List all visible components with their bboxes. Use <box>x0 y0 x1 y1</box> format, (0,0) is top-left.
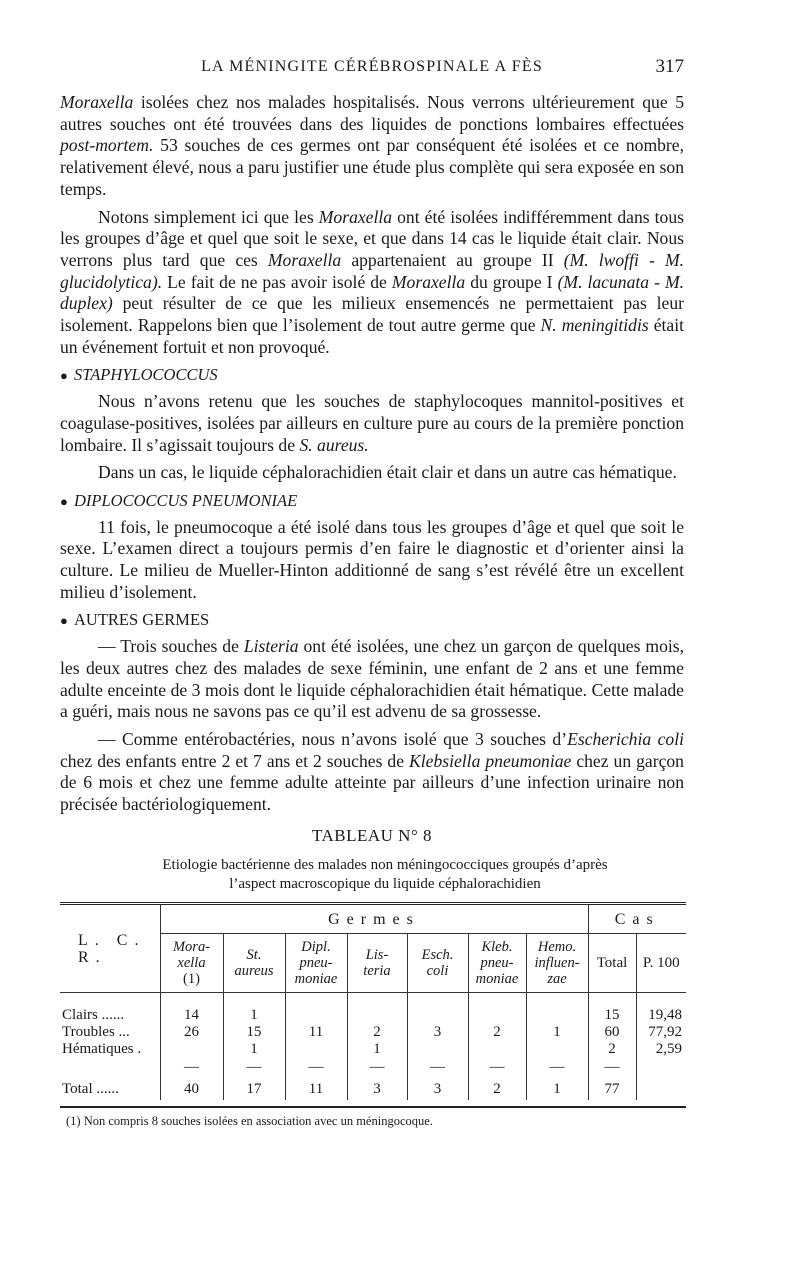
text-run: Notons simplement ici que les <box>98 206 319 227</box>
col-label: pneu- <box>480 955 514 971</box>
col-label: zae <box>547 971 567 987</box>
col-label: St. <box>246 947 262 963</box>
cell <box>407 993 468 1025</box>
taxon-group-ii: (M. lwoffi - M. glucidolytica). <box>60 249 684 292</box>
text-run: — Trois souches de <box>98 636 244 657</box>
col-label: pneu- <box>299 955 333 971</box>
text-run: ont été isolées indifféremment dans tous les groupes d’âge et quel que soit le sexe, et que dans 14 cas le liquide était clair. Nous verrons plus tard que ces <box>60 206 684 270</box>
taxon-s-aureus: S. aureus. <box>299 434 369 455</box>
taxon-moraxella: Moraxella <box>267 249 342 270</box>
cell <box>468 993 526 1025</box>
bullet-icon: ● <box>60 613 68 629</box>
dash-cell: — <box>285 1058 347 1076</box>
table-footnote: (1) Non compris 8 souches isolées en association avec un méningocoque. <box>66 1114 433 1128</box>
dash-cell: — <box>407 1058 468 1076</box>
col-label: Hemo. <box>537 939 577 955</box>
row-label: Total ...... <box>62 1080 119 1097</box>
latin-term: post-mortem. <box>60 135 154 156</box>
col-staph <box>223 934 285 993</box>
col-label: moniae <box>475 971 519 987</box>
dash-cell: — <box>223 1058 285 1076</box>
col-total: Total <box>588 934 636 993</box>
cell: 77,92 <box>636 1024 686 1041</box>
section-heading-autres-germes <box>60 609 684 632</box>
dash-cell: — <box>526 1058 588 1076</box>
lcr-header: L. C. R. <box>60 905 160 993</box>
cell: 19,48 <box>636 993 686 1025</box>
taxon-moraxella: Moraxella <box>318 206 393 227</box>
col-kleb <box>468 934 526 993</box>
cell <box>407 1041 468 1058</box>
cell: 14 <box>160 993 223 1025</box>
row-label: Hématiques . <box>62 1041 142 1057</box>
col-esch <box>407 934 468 993</box>
col-hemo <box>526 934 588 993</box>
text-run: — Comme entérobactéries, nous n’avons isolé que 3 souches d’ <box>98 728 568 749</box>
dash-cell: — <box>347 1058 407 1076</box>
text-run: isolées chez nos malades hospitalisés. Nous verrons ultérieurement que 5 autres souches ont été trouvées dans des liquides de ponctions lombaires effectuées <box>60 92 684 134</box>
table-row <box>60 1024 686 1041</box>
dash-cell: — <box>588 1058 636 1076</box>
paragraph-3 <box>60 391 684 456</box>
text-run: était un événement fortuit et non provoqué. <box>60 315 684 357</box>
cell: 15 <box>588 993 636 1025</box>
cell: 3 <box>407 1076 468 1100</box>
total-row <box>60 1076 686 1100</box>
col-label: Kleb. <box>481 939 513 955</box>
caption-line-1: Etiologie bactérienne des malades non méningococciques groupés d’après <box>162 857 608 873</box>
paragraph-5: 11 fois, le pneumocoque a été isolé dans tous les groupes d’âge et quel que soit le sexe. L’examen direct a toujours permis d’en faire le diagnostic et d’orienter ainsi la culture. Le milieu de Mueller-Hinton additionné de sang s’est révélé être un excellent milieu d’isolement. <box>60 516 684 602</box>
cell: 1 <box>526 1024 588 1041</box>
col-label: Esch. <box>421 947 454 963</box>
cell: 3 <box>347 1076 407 1100</box>
cell: 1 <box>347 1041 407 1058</box>
paragraph-2 <box>60 207 684 359</box>
cell <box>526 1041 588 1058</box>
taxon-escherichia-coli: Escherichia coli <box>567 728 684 749</box>
col-label: influen- <box>534 955 580 971</box>
section-title: AUTRES GERMES <box>74 610 210 630</box>
cell <box>347 993 407 1025</box>
cell: 1 <box>223 1041 285 1058</box>
col-moraxella <box>160 934 223 993</box>
section-title: STAPHYLOCOCCUS <box>74 365 218 385</box>
paragraph-6 <box>60 636 684 723</box>
col-label: aureus <box>234 963 274 979</box>
cas-header: Cas <box>588 905 686 934</box>
col-label: Dipl. <box>301 939 331 955</box>
cell: 11 <box>285 1024 347 1041</box>
text-run: 53 souches de ces germes ont par conséquent été isolées et ce nombre, relativement élevé, nous a paru justifier une étude plus complète qui sera exposée en son temps. <box>60 135 684 199</box>
table-bottom-rule <box>60 1100 686 1107</box>
text-run: Le fait de ne pas avoir isolé de <box>162 271 392 292</box>
taxon-klebsiella: Klebsiella pneumoniae <box>409 750 572 771</box>
section-heading-diplococcus <box>60 490 684 513</box>
cell: 77 <box>588 1076 636 1100</box>
taxon-moraxella: Moraxella <box>60 92 134 112</box>
row-label: Troubles ... <box>62 1024 130 1040</box>
col-dipl <box>285 934 347 993</box>
col-label: coli <box>426 963 449 979</box>
cell: 40 <box>160 1076 223 1100</box>
col-label: Mora- <box>172 939 211 955</box>
table-caption <box>100 856 670 894</box>
section-title: DIPLOCOCCUS PNEUMONIAE <box>74 490 298 510</box>
text-run: peut résulter de ce que les milieux ensemencés ne permettaient pas leur isolement. Rappelons bien que l’isolement de tout autre germe que <box>60 293 684 336</box>
text-run: chez un garçon de 6 mois et chez une femme adulte atteinte par ailleurs d’une infection urinaire non précisée bactériologiquement. <box>60 750 684 815</box>
col-label: xella <box>177 955 206 971</box>
dash-cell <box>636 1058 686 1076</box>
col-p100: P. 100 <box>636 934 686 993</box>
row-label: Clairs ...... <box>62 1007 125 1023</box>
text-run: chez des enfants entre 2 et 7 ans et 2 souches de <box>60 750 410 771</box>
table-title: TABLEAU N° 8 <box>311 826 433 845</box>
etiology-table <box>60 902 686 1108</box>
dash-cell: — <box>468 1058 526 1076</box>
caption-line-2: l’aspect macroscopique du liquide céphalorachidien <box>229 876 541 892</box>
bullet-icon: ● <box>60 493 68 509</box>
running-title: LA MÉNINGITE CÉRÉBROSPINALE A FÈS <box>201 58 543 75</box>
cell: 1 <box>223 993 285 1025</box>
germes-header: Germes <box>160 905 588 934</box>
cell <box>468 1041 526 1058</box>
body-text <box>60 92 684 822</box>
cell <box>285 993 347 1025</box>
dash-row <box>60 1058 686 1076</box>
cell: 15 <box>223 1024 285 1041</box>
section-heading-staphylococcus <box>60 364 684 387</box>
cell <box>160 1041 223 1058</box>
cell <box>526 993 588 1025</box>
cell: 17 <box>223 1076 285 1100</box>
col-label: teria <box>363 963 391 979</box>
bullet-icon: ● <box>60 368 68 384</box>
dash-cell <box>60 1058 160 1076</box>
col-label: Lis- <box>365 947 389 963</box>
col-label: (1) <box>183 971 200 987</box>
cell: 2 <box>468 1076 526 1100</box>
text-run: ont été isolées, une chez un garçon de quelques mois, les deux autres chez des malades de sexe féminin, une enfant de 2 ans et une femme adulte enceinte de 3 mois dont le liquide céphalorachidien était hématique. Cette malade a guéri, mais nous ne savons pas ce qu’il est advenu de sa grossesse. <box>60 636 684 722</box>
text-run: Nous n’avons retenu que les souches de staphylocoques mannitol-positives et coagulase-positives, isolées par ailleurs en culture pure au cours de la première ponction lombaire. Il s’agissait toujours de <box>60 391 684 455</box>
cell: 11 <box>285 1076 347 1100</box>
text-run: du groupe I <box>465 271 558 292</box>
table-row <box>60 993 686 1025</box>
text-run: appartenaient au groupe II <box>341 249 564 270</box>
page-number: 317 <box>655 56 684 77</box>
cell <box>285 1041 347 1058</box>
dash-cell: — <box>160 1058 223 1076</box>
paragraph-7 <box>60 729 684 816</box>
col-label: moniae <box>294 971 338 987</box>
table-row <box>60 1041 686 1058</box>
taxon-listeria: Listeria <box>243 636 299 657</box>
cell: 26 <box>160 1024 223 1041</box>
cell: 2,59 <box>636 1041 686 1058</box>
cell: 3 <box>407 1024 468 1041</box>
cell: 1 <box>526 1076 588 1100</box>
cell: 60 <box>588 1024 636 1041</box>
taxon-moraxella: Moraxella <box>391 271 466 292</box>
cell: 2 <box>468 1024 526 1041</box>
paragraph-1 <box>60 92 684 201</box>
running-header <box>60 58 684 82</box>
taxon-meningitidis: N. meningitidis <box>540 315 649 336</box>
col-listeria <box>347 934 407 993</box>
cell <box>636 1076 686 1100</box>
paragraph-4: Dans un cas, le liquide céphalorachidien était clair et dans un autre cas hématique. <box>98 462 677 483</box>
taxon-group-i: (M. lacunata - M. duplex) <box>60 271 684 314</box>
cell: 2 <box>347 1024 407 1041</box>
cell: 2 <box>588 1041 636 1058</box>
